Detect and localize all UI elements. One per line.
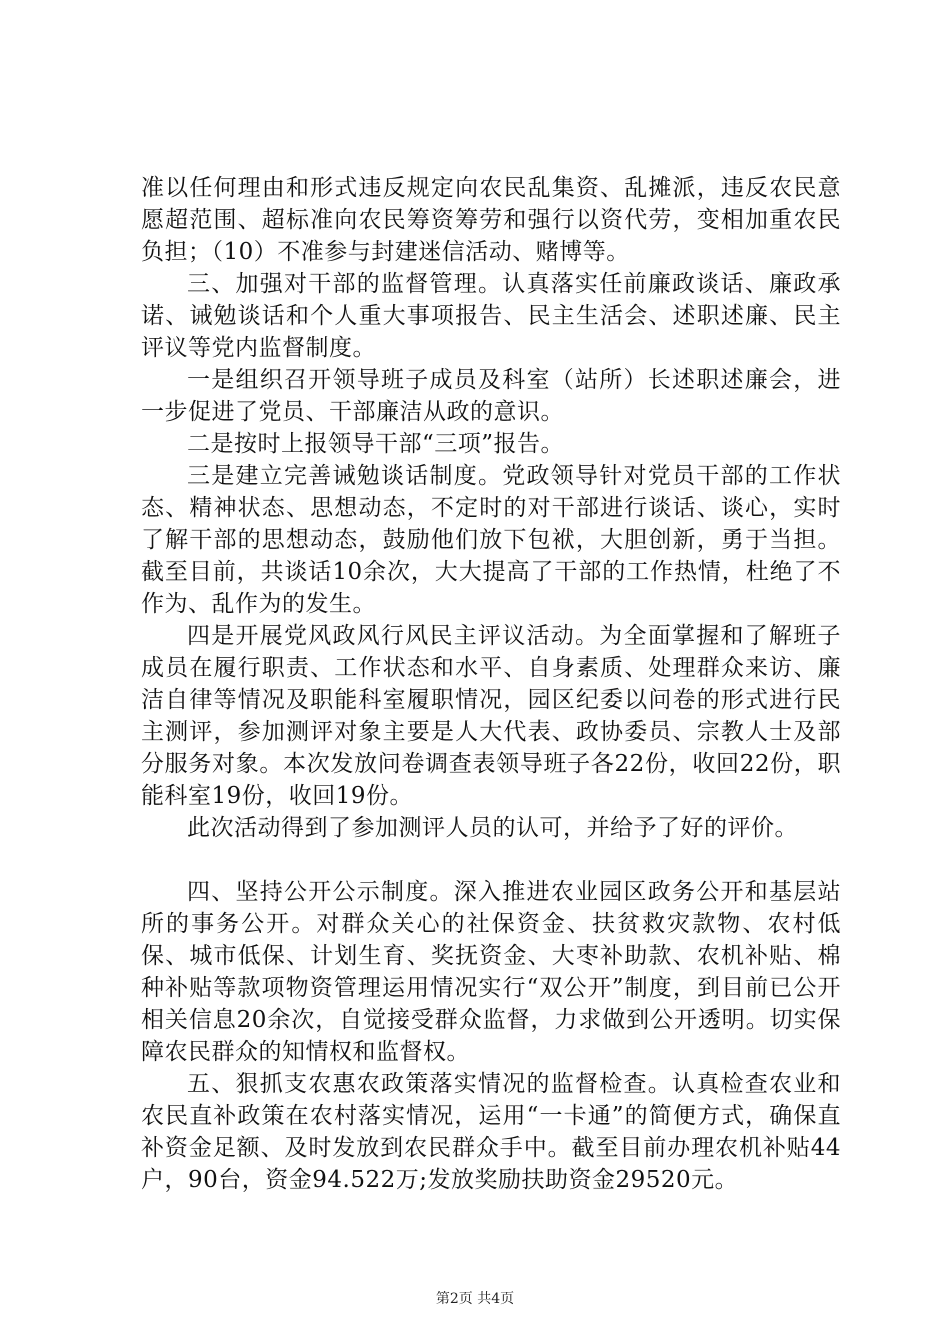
paragraph-evaluation: 此次活动得到了参加测评人员的认可，并给予了好的评价。	[187, 815, 798, 841]
page-footer	[0, 1290, 950, 1308]
paragraph-section-four: 四、坚持公开公示制度。深入推进农业园区政务公开和基层站所的事务公开。对群众关心的社保资金、扶贫救灾款物、农村低保、城市低保、计划生育、奖抚资金、大枣补助款、农机补贴、棉种补贴等款项物资管理运用情况实行“双公开”制度，到目前已公开相关信息20余次，自觉接受群众监督，力求做到公开透明。切实保障农民群众的知情权和监督权。	[141, 879, 841, 1065]
paragraph-item-four: 四是开展党风政风行风民主评议活动。为全面掌握和了解班子成员在履行职责、工作状态和水平、自身素质、处理群众来访、廉洁自律等情况及职能科室履职情况，园区纪委以问卷的形式进行民主测评，参加测评对象主要是人大代表、政协委员、宗教人士及部分服务对象。本次发放问卷调查表领导班子各22份，收回22份，职能科室19份，收回19份。	[141, 623, 841, 809]
document-body	[141, 172, 841, 1196]
paragraph-item-three: 三是建立完善诫勉谈话制度。党政领导针对党员干部的工作状态、精神状态、思想动态，不定时的对干部进行谈话、谈心，实时了解干部的思想动态，鼓励他们放下包袱，大胆创新，勇于当担。截至目前，共谈话10余次，大大提高了干部的工作热情，杜绝了不作为、乱作为的发生。	[141, 463, 841, 617]
paragraph-section-five: 五、狠抓支农惠农政策落实情况的监督检查。认真检查农业和农民直补政策在农村落实情况，运用“一卡通”的简便方式，确保直补资金足额、及时发放到农民群众手中。截至目前办理农机补贴44户，90台，资金94.522万;发放奖励扶助资金29520元。	[141, 1071, 841, 1193]
paragraph-continuation: 准以任何理由和形式违反规定向农民乱集资、乱摊派，违反农民意愿超范围、超标准向农民筹资筹劳和强行以资代劳，变相加重农民负担；（10）不准参与封建迷信活动、赌博等。	[141, 175, 841, 265]
page-number-label: 第2页 共4页	[435, 1291, 515, 1307]
paragraph-item-two: 二是按时上报领导干部“三项”报告。	[187, 431, 565, 457]
paragraph-spacer	[141, 844, 841, 876]
paragraph-item-one: 一是组织召开领导班子成员及科室（站所）长述职述廉会，进一步促进了党员、干部廉洁从政的意识。	[141, 367, 841, 425]
paragraph-section-three: 三、加强对干部的监督管理。认真落实任前廉政谈话、廉政承诺、诫勉谈话和个人重大事项报告、民主生活会、述职述廉、民主评议等党内监督制度。	[141, 271, 841, 361]
